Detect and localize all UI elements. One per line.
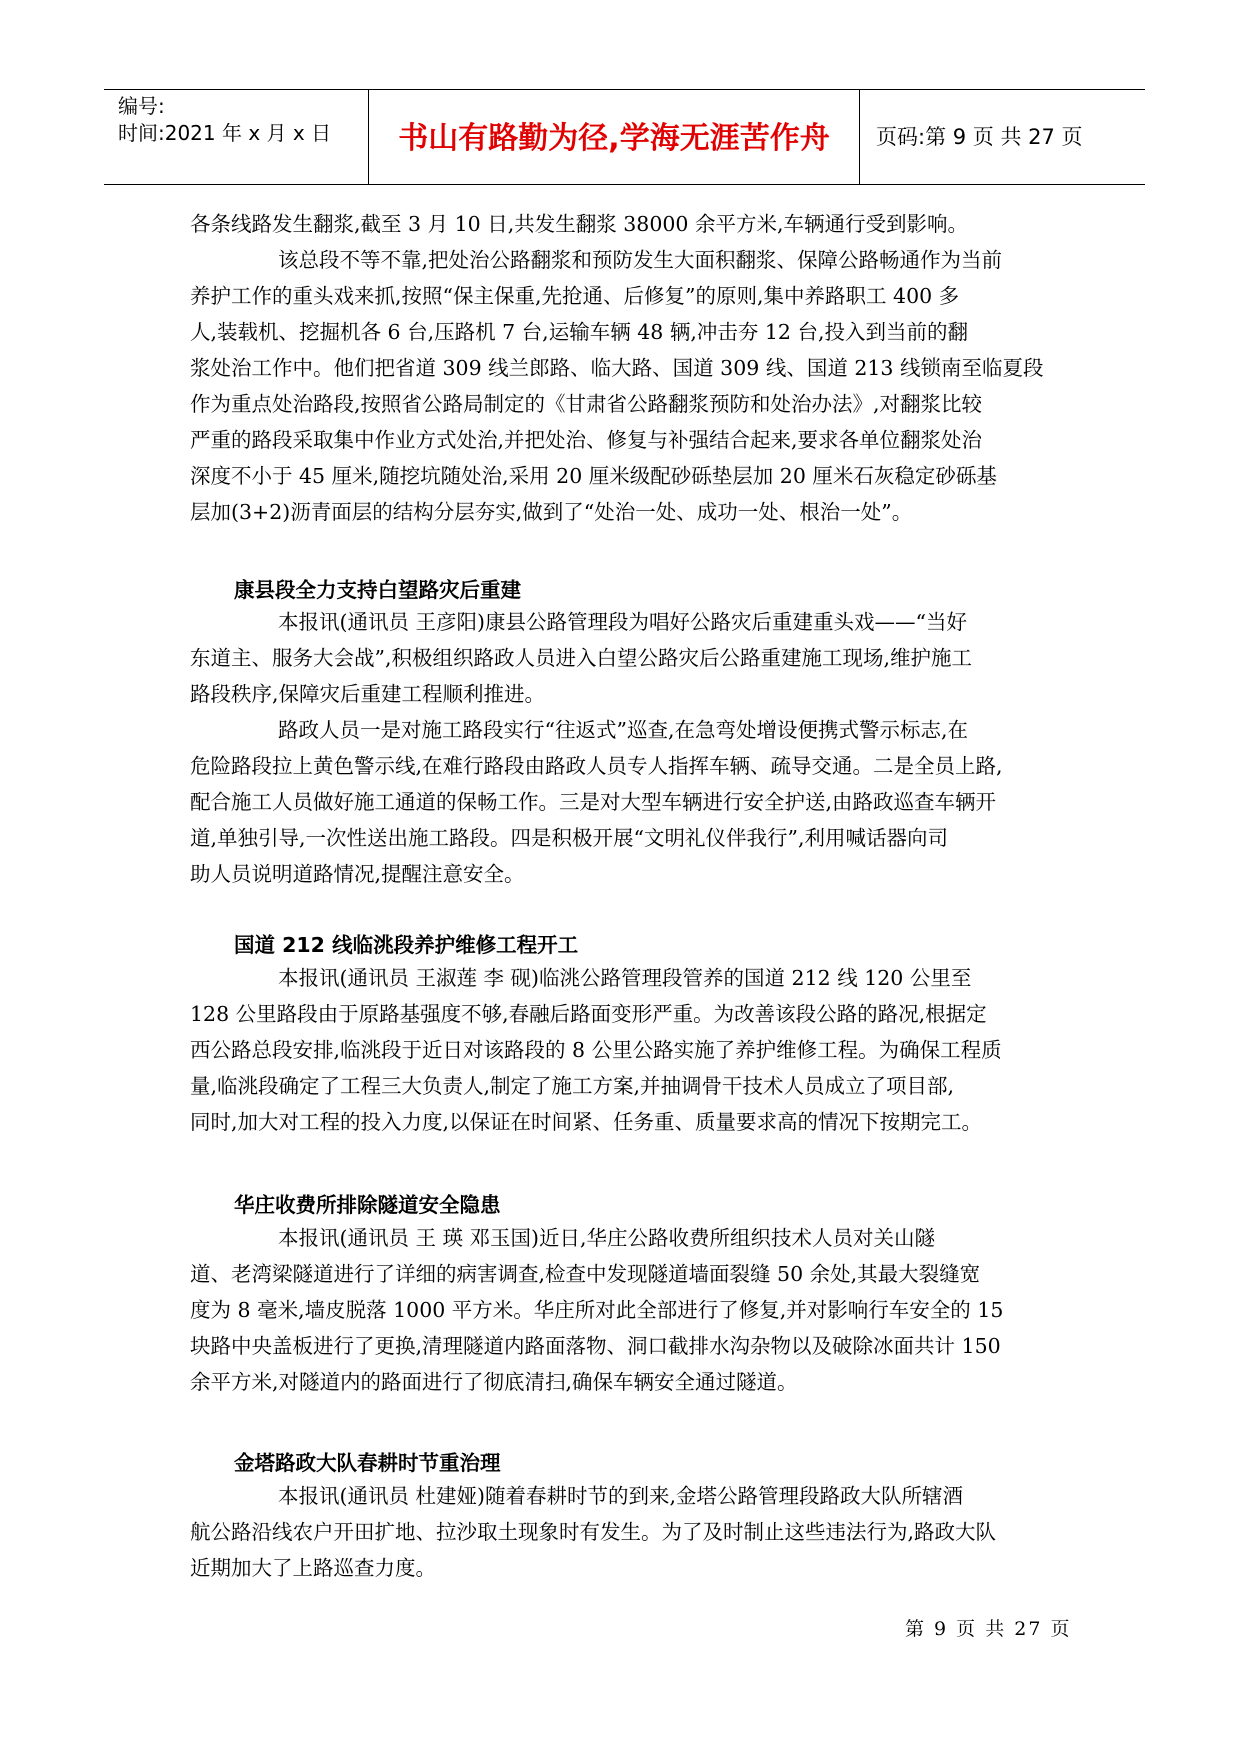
page-header	[104, 89, 1145, 185]
text-line: 各条线路发生翻浆,截至 3 月 10 日,共发生翻浆 38000 余平方米,车辆通行受到影响。	[190, 212, 968, 236]
text-line: 本报讯(通讯员 王彦阳)康县公路管理段为唱好公路灾后重建重头戏——“当好	[278, 610, 967, 634]
text-line: 危险路段拉上黄色警示线,在难行路段由路政人员专人指挥车辆、疏导交通。二是全员上路,	[190, 754, 1003, 778]
text-line: 作为重点处治路段,按照省公路局制定的《甘肃省公路翻浆预防和处治办法》,对翻浆比较	[190, 392, 983, 416]
text-line: 同时,加大对工程的投入力度,以保证在时间紧、任务重、质量要求高的情况下按期完工。	[190, 1110, 983, 1134]
section-heading: 康县段全力支持白望路灾后重建	[234, 578, 521, 602]
text-line: 道,单独引导,一次性送出施工路段。四是积极开展“文明礼仪伴我行”,利用喊话器向司	[190, 826, 949, 850]
text-line: 128 公里路段由于原路基强度不够,春融后路面变形严重。为改善该段公路的路况,根据定	[190, 1002, 987, 1026]
time-label: 时间:2021 年 x 月 x 日	[118, 121, 332, 145]
text-line: 该总段不等不靠,把处治公路翻浆和预防发生大面积翻浆、保障公路畅通作为当前	[278, 248, 1003, 272]
text-line: 路政人员一是对施工路段实行“往返式”巡查,在急弯处增设便携式警示标志,在	[278, 718, 968, 742]
paragraph	[190, 1478, 1060, 1586]
text-line: 养护工作的重头戏来抓,按照“保主保重,先抢通、后修复”的原则,集中养路职工 400 多	[190, 284, 960, 308]
text-line: 层加(3+2)沥青面层的结构分层夯实,做到了“处治一处、成功一处、根治一处”。	[190, 500, 913, 524]
paragraph	[190, 206, 1060, 242]
text-line: 量,临洮段确定了工程三大负责人,制定了施工方案,并抽调骨干技术人员成立了项目部,	[190, 1074, 955, 1098]
paragraph	[190, 712, 1060, 892]
text-line: 度为 8 毫米,墙皮脱落 1000 平方米。华庄所对此全部进行了修复,并对影响行车安全的 15	[190, 1298, 1004, 1322]
header-meta-cell	[104, 90, 369, 184]
number-label: 编号:	[118, 94, 165, 118]
header-motto-cell	[369, 90, 860, 184]
text-line: 余平方米,对隧道内的路面进行了彻底清扫,确保车辆安全通过隧道。	[190, 1370, 798, 1394]
paragraph	[190, 242, 1060, 530]
text-line: 近期加大了上路巡查力度。	[190, 1556, 436, 1580]
text-line: 本报讯(通讯员 杜建娅)随着春耕时节的到来,金塔公路管理段路政大队所辖酒	[278, 1484, 964, 1508]
text-line: 西公路总段安排,临洮段于近日对该路段的 8 公里公路实施了养护维修工程。为确保工程质	[190, 1038, 1002, 1062]
paragraph	[190, 960, 1060, 1140]
page-info: 页码:第 9 页 共 27 页	[876, 125, 1083, 149]
section-heading: 国道 212 线临洮段养护维修工程开工	[234, 933, 579, 957]
text-line: 航公路沿线农户开田扩地、拉沙取土现象时有发生。为了及时制止这些违法行为,路政大队	[190, 1520, 997, 1544]
motto: 书山有路勤为径,学海无涯苦作舟	[398, 121, 830, 156]
text-line: 严重的路段采取集中作业方式处治,并把处治、修复与补强结合起来,要求各单位翻浆处治	[190, 428, 983, 452]
paragraph	[190, 604, 1060, 712]
text-line: 浆处治工作中。他们把省道 309 线兰郎路、临大路、国道 309 线、国道 213 线锁南至临夏段	[190, 356, 1044, 380]
text-line: 人,装载机、挖掘机各 6 台,压路机 7 台,运输车辆 48 辆,冲击夯 12 台,投入到当前的翻	[190, 320, 968, 344]
section-heading: 金塔路政大队春耕时节重治理	[234, 1451, 501, 1475]
text-line: 助人员说明道路情况,提醒注意安全。	[190, 862, 525, 886]
text-line: 东道主、服务大会战”,积极组织路政人员进入白望公路灾后公路重建施工现场,维护施工	[190, 646, 973, 670]
text-line: 块路中央盖板进行了更换,清理隧道内路面落物、洞口截排水沟杂物以及破除冰面共计 150	[190, 1334, 1001, 1358]
page-footer-number: 第 9 页 共 27 页	[905, 1618, 1072, 1640]
text-line: 本报讯(通讯员 王淑莲 李 砚)临洮公路管理段管养的国道 212 线 120 公里至	[278, 966, 972, 990]
text-line: 路段秩序,保障灾后重建工程顺利推进。	[190, 682, 546, 706]
text-line: 深度不小于 45 厘米,随挖坑随处治,采用 20 厘米级配砂砾垫层加 20 厘米石灰稳定砂砾基	[190, 464, 997, 488]
text-line: 配合施工人员做好施工通道的保畅工作。三是对大型车辆进行安全护送,由路政巡查车辆开	[190, 790, 997, 814]
text-line: 本报讯(通讯员 王 瑛 邓玉国)近日,华庄公路收费所组织技术人员对关山隧	[278, 1226, 936, 1250]
text-line: 道、老湾梁隧道进行了详细的病害调查,检查中发现隧道墙面裂缝 50 余处,其最大裂缝宽	[190, 1262, 981, 1286]
paragraph	[190, 1220, 1060, 1400]
header-page-cell	[860, 90, 1145, 184]
section-heading: 华庄收费所排除隧道安全隐患	[234, 1193, 501, 1217]
